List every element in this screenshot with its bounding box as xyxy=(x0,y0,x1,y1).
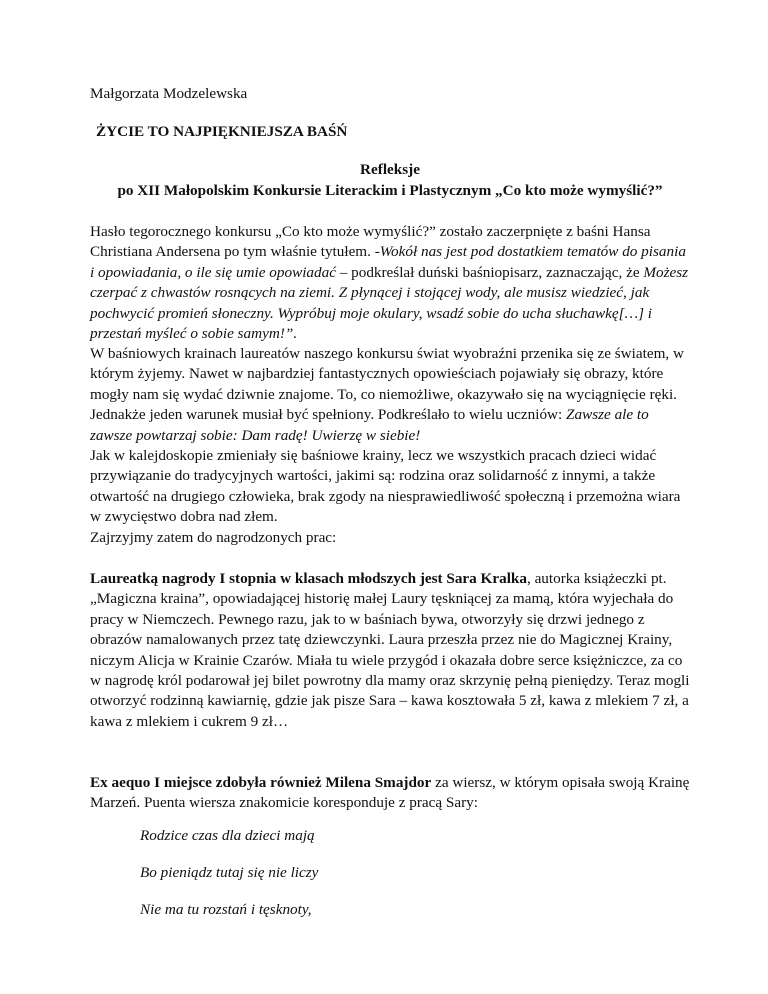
p1-text-1: Hasło tegorocznego konkursu „Co kto może wymyślić?” zostało zaczerpnięte z baśni Hansa Christiana Andersena po tym właśnie tytułem. - xyxy=(90,223,651,261)
author-name: Małgorzata Modzelewska xyxy=(90,85,248,102)
paragraph-1 xyxy=(90,222,690,344)
p5-laureate: Laureatką nagrody I stopnia w klasach młodszych jest Sara Kralka xyxy=(90,570,527,587)
poem-line: Rodzice czas dla dzieci mają xyxy=(140,827,315,844)
p1-text-2: – podkreślał duński baśniopisarz, zaznaczając, że xyxy=(335,263,644,281)
p6-laureate: Ex aequo I miejsce zdobyła również Milena Smajdor xyxy=(90,774,432,791)
paragraph-4: Zajrzyjmy zatem do nagrodzonych prac: xyxy=(90,529,337,546)
p1-quote-2: Możesz czerpać z chwastów rosnących na ziemi. Z płynącej i stojącej wody, ale musisz wiedzieć, jak pochwycić promień słoneczny. Wypróbuj moje okulary, wsadź sobie do ucha słuchawkę[…] i przestań myśleć o sobie samym!”. xyxy=(90,263,689,343)
document-title: ŻYCIE TO NAJPIĘKNIEJSZA BAŚŃ xyxy=(96,123,348,140)
poem xyxy=(140,826,640,937)
p2-text: W baśniowych krainach laureatów naszego konkursu świat wyobraźni przenika się ze światem, w którym żyjemy. Nawet w najbardziej fantastycznych opowieściach pojawiały się obrazy, które mogły nam się wydać dziwnie znajome. To, co niemożliwe, okazywało się na wyciągnięcie ręki. Jednakże jeden warunek musiał być spełniony. Podkreślało to wielu uczniów: xyxy=(90,345,684,424)
document-subtitle: Refleksje xyxy=(360,161,420,178)
paragraph-6 xyxy=(90,773,690,814)
p6-text: za wiersz, w którym opisała swoją Krainę Marzeń. Puenta wiersza znakomicie koresponduje z pracą Sary: xyxy=(90,774,690,812)
paragraph-5 xyxy=(90,569,690,732)
poem-line: Nie ma tu rozstań i tęsknoty, xyxy=(140,901,312,918)
p2-quote: Zawsze ale to zawsze powtarzaj sobie: Dam radę! Uwierzę w siebie! xyxy=(90,406,649,444)
poem-line: Bo pieniądz tutaj się nie liczy xyxy=(140,864,319,881)
p5-text: , autorka książeczki pt. „Magiczna kraina”, opowiadającej historię małej Laury tęskniącej za mamą, która wyjechała do pracy w Niemczech. Pewnego razu, jak to w baśniach bywa, otworzyły się drzwi jednego z obrazów namalowanych przez tatę dziewczynki. Laura przeszła przez nie do Magicznej Krainy, niczym Alicja w Krainie Czarów. Miała tu wiele przygód i okazała dobre serce księżniczce, za co w nagrodę król podarował jej bilet powrotny dla mamy oraz skrzynię pełną pieniędzy. Teraz mogli otworzyć rodzinną kawiarnię, gdzie jak pisze Sara – kawa kosztowała 5 zł, kawa z mlekiem 7 zł, a kawa z mlekiem i cukrem 9 zł… xyxy=(90,570,690,730)
p1-quote-1: Wokół nas jest pod dostatkiem tematów do pisania i opowiadania, o ile się umie opowiadać xyxy=(90,243,686,281)
paragraph-2 xyxy=(90,344,690,446)
paragraph-3: Jak w kalejdoskopie zmieniały się baśniowe krainy, lecz we wszystkich pracach dzieci widać przywiązanie do tradycyjnych wartości, jakimi są: rodzina oraz solidarność z innymi, a także otwartość na drugiego człowieka, brak zgody na niesprawiedliwość społeczną i przemożna wiara w zwycięstwo dobra nad złem. xyxy=(90,447,681,526)
event-heading: po XII Małopolskim Konkursie Literackim i Plastycznym „Co kto może wymyślić?” xyxy=(117,182,663,199)
